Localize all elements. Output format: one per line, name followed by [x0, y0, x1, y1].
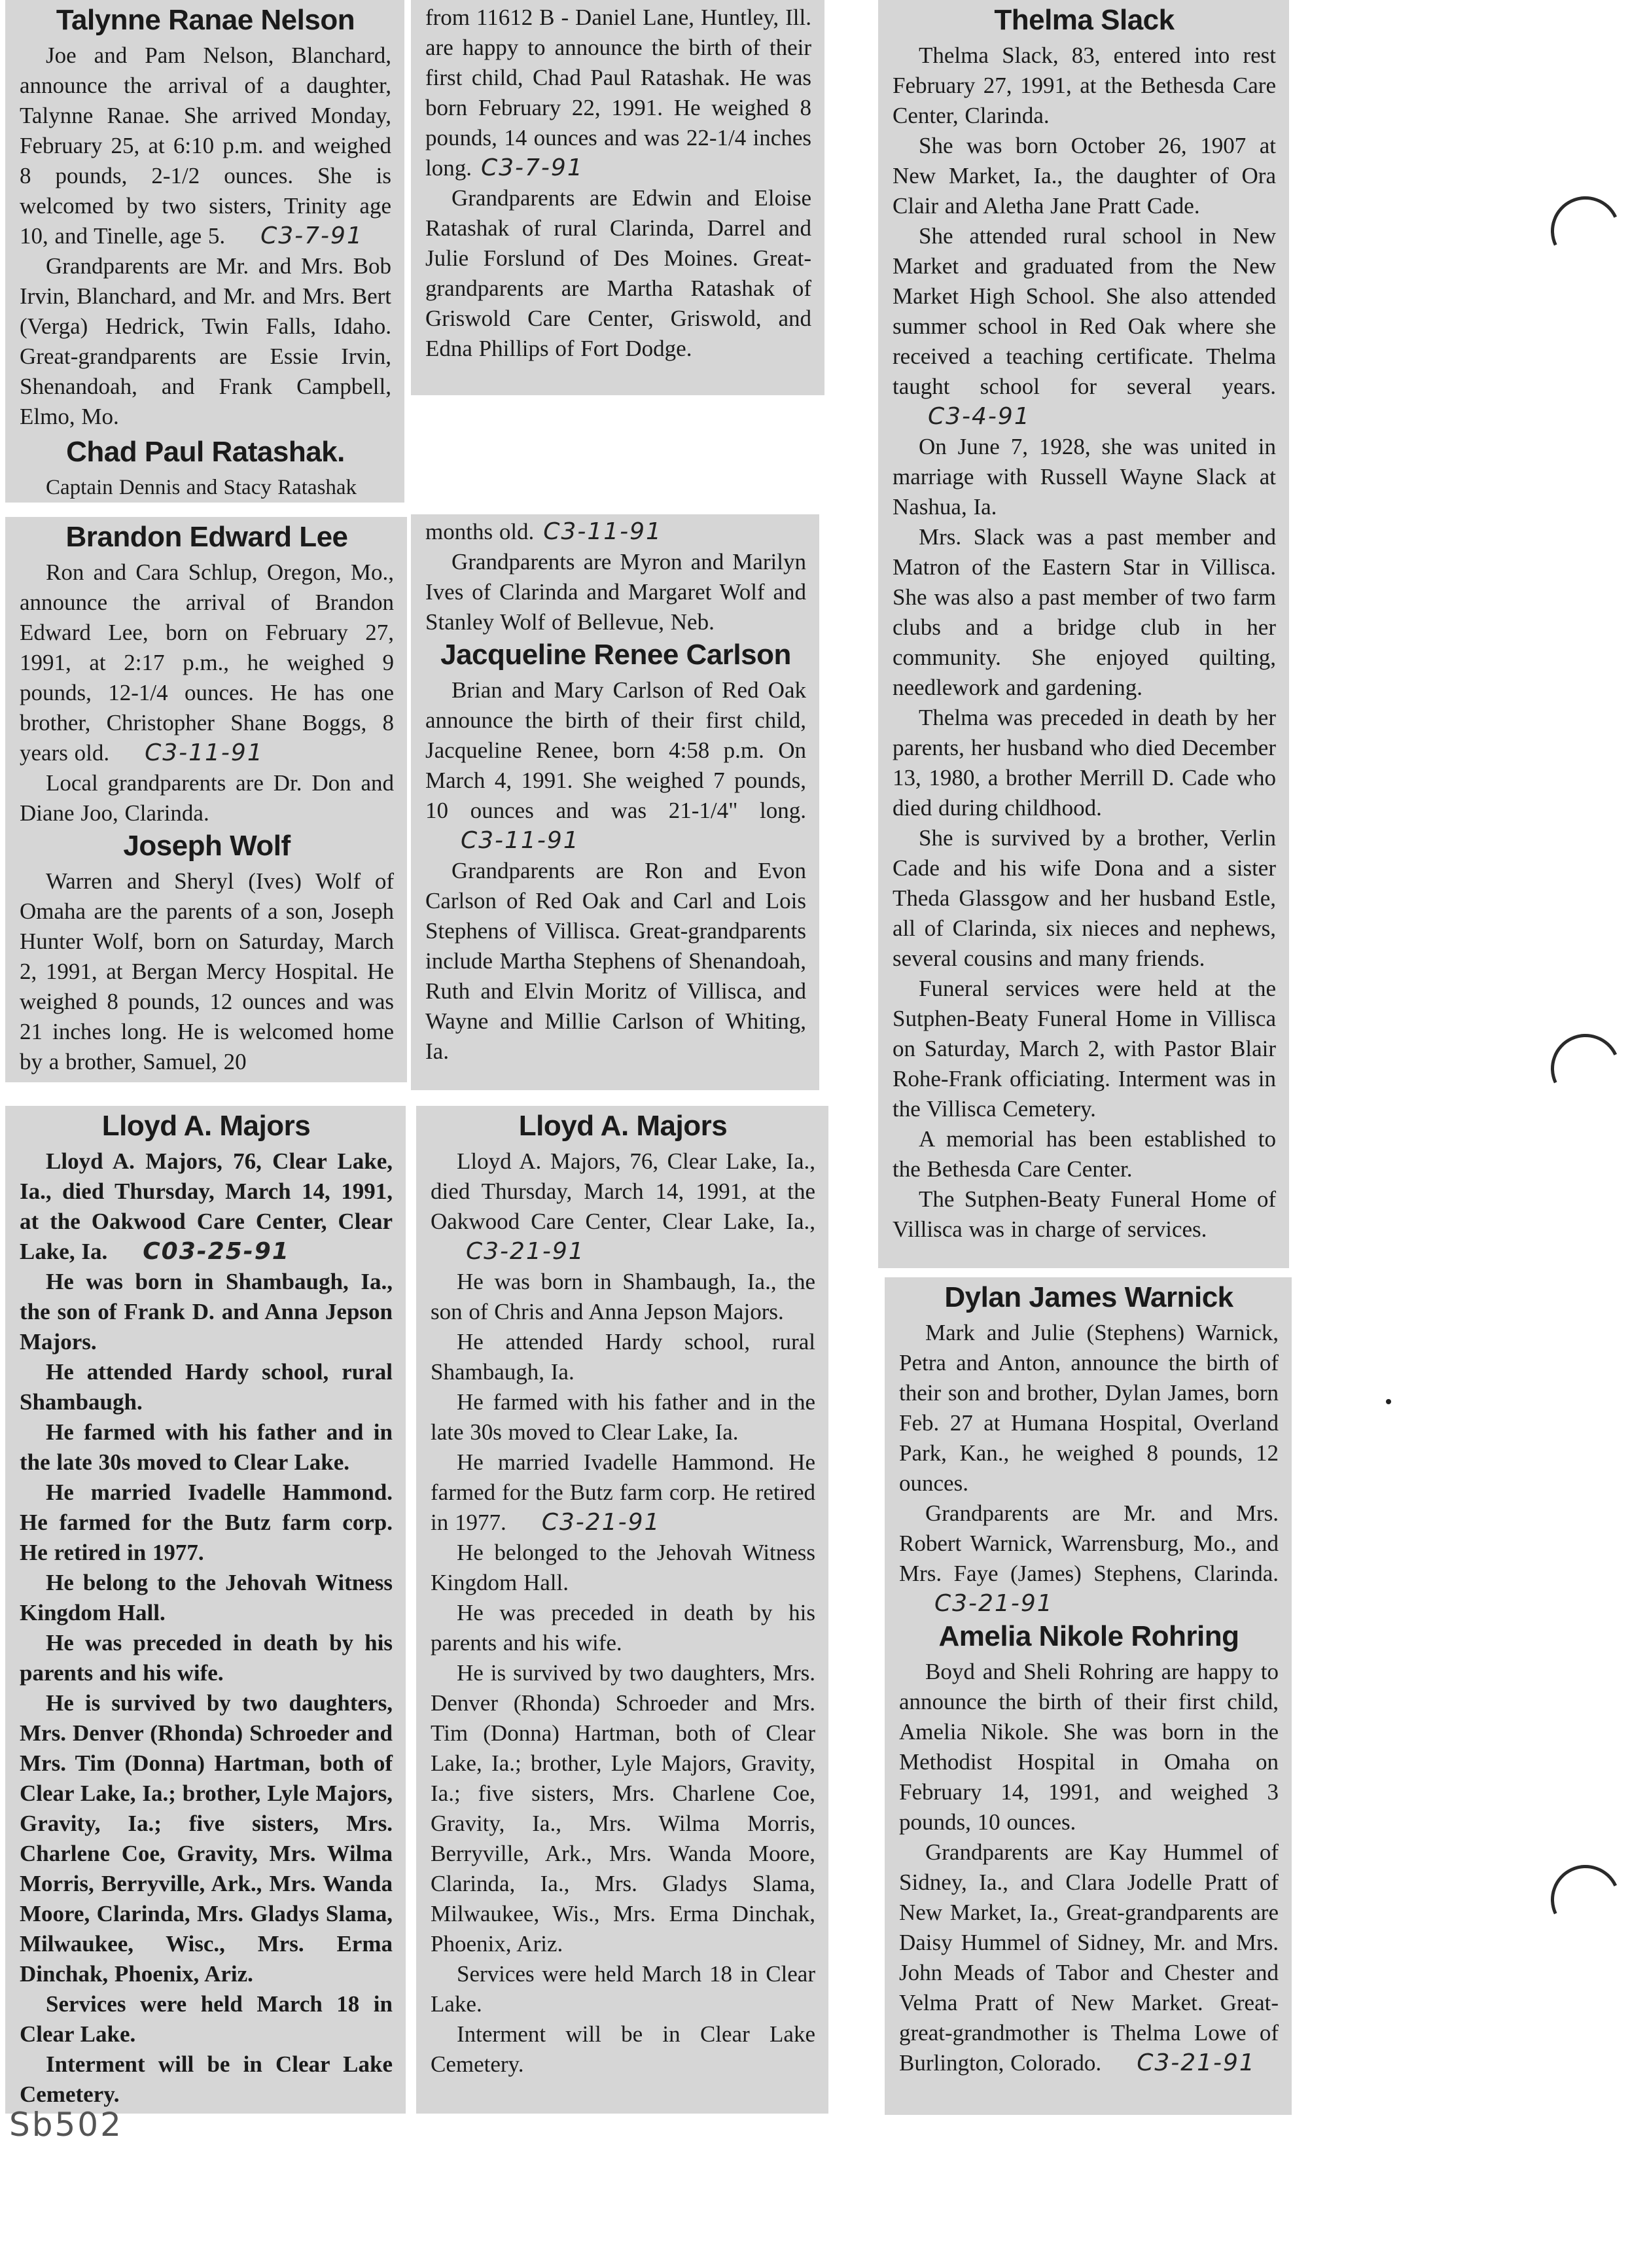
clipping-talynne-nelson [5, 0, 404, 503]
paragraph: He belonged to the Jehovah Witness Kingdom Hall. [431, 1540, 815, 1595]
paragraph: He attended Hardy school, rural Shambaugh, Ia. [431, 1329, 815, 1385]
clipping-lloyd-majors-1 [5, 1106, 406, 2114]
heading: Brandon Edward Lee [65, 521, 348, 553]
paragraph: Brian and Mary Carlson of Red Oak announce the birth of their first child, Jacqueline Renee, born 4:58 p.m. On March 4, 1991. She weighed 7 pounds, 10 ounces and was 21-1/4" long.C3-11-91 [425, 675, 806, 856]
paragraph: Thelma Slack, 83, entered into rest February 27, 1991, at the Bethesda Care Center, Clarinda. [893, 43, 1276, 128]
paragraph: Grandparents are Mr. and Mrs. Robert Warnick, Warrensburg, Mo., and Mrs. Faye (James) Stephens, Clarinda.C3-21-91 [899, 1498, 1279, 1619]
clipping-jacqueline-carlson [411, 514, 819, 1090]
paragraph: Warren and Sheryl (Ives) Wolf of Omaha are the parents of a son, Joseph Hunter Wolf, born on Saturday, March 2, 1991, at Bergan Mercy Hospital. He weighed 8 pounds, 12 ounces and was 21 inches long. He is welcomed home by a brother, Samuel, 20 [20, 868, 394, 1074]
paragraph: He is survived by two daughters, Mrs. Denver (Rhonda) Schroeder and Mrs. Tim (Donna) Hartman, both of Clear Lake, Ia.; brother, Lyle Majors, Gravity, Ia.; five sisters, Mrs. Charlene Coe, Gravity, Mrs. Wilma Morris, Berryville, Ark., Mrs. Wanda Moore, Clarinda, Mrs. Gladys Slama, Milwaukee, Wisc., Mrs. Erma Dinchak, Phoenix, Ariz. [20, 1690, 393, 1987]
handwritten-date: C3-21-91 [1137, 2049, 1256, 2076]
paragraph: A memorial has been established to the Bethesda Care Center. [893, 1126, 1276, 1182]
paragraph: Local grandparents are Dr. Don and Diane Joo, Clarinda. [20, 770, 394, 826]
binder-hole-middle [1541, 1024, 1630, 1113]
handwritten-date: C3-11-91 [145, 739, 264, 766]
paragraph: Grandparents are Edwin and Eloise Ratashak of rural Clarinda, Darrel and Julie Forslund of Des Moines. Great-grandparents are Martha Ratashak of Griswold Care Center, Griswold, and Edna Phillips of Fort Dodge. [425, 185, 811, 361]
paragraph: He was born in Shambaugh, Ia., the son of Frank D. and Anna Jepson Majors. [20, 1269, 393, 1355]
paragraph: Services were held March 18 in Clear Lake. [431, 1961, 815, 2017]
paragraph: He belong to the Jehovah Witness Kingdom Hall. [20, 1570, 393, 1625]
paragraph: Interment will be in Clear Lake Cemetery. [20, 2051, 393, 2107]
paragraph: Grandparents are Mr. and Mrs. Bob Irvin, Blanchard, and Mr. and Mrs. Bert (Verga) Hedrick, Twin Falls, Idaho. Great-grandparents are Essie Irvin, Shenandoah, and Frank Campbell, Elmo, Mo. [20, 253, 391, 429]
paragraph: She is survived by a brother, Verlin Cade and his wife Dona and a sister Theda Glassgow and her husband Estle, all of Clarinda, six nieces and nephews, several cousins and many friends. [893, 825, 1276, 971]
handwritten-date: C03-25-91 [143, 1238, 290, 1265]
handwritten-date: C3-11-91 [461, 827, 580, 854]
paragraph: months old. C3-11-91 [425, 517, 806, 547]
paragraph: He farmed with his father and in the late 30s moved to Clear Lake. [20, 1419, 393, 1475]
paragraph: Lloyd A. Majors, 76, Clear Lake, Ia., died Thursday, March 14, 1991, at the Oakwood Care Center, Clear Lake, Ia. C03-25-91 [20, 1146, 393, 1267]
heading: Lloyd A. Majors [518, 1110, 728, 1142]
paragraph: He was preceded in death by his parents and his wife. [431, 1600, 815, 1656]
heading: Dylan James Warnick [944, 1281, 1233, 1313]
page-code: Sb502 [9, 2106, 123, 2144]
paragraph: She was born October 26, 1907 at New Market, Ia., the daughter of Ora Clair and Aletha Jane Pratt Cade. [893, 133, 1276, 219]
handwritten-date: C3-21-91 [934, 1590, 1054, 1617]
paragraph: He married Ivadelle Hammond. He farmed for the Butz farm corp. He retired in 1977. C3-21-91 [431, 1447, 815, 1538]
speck [1386, 1399, 1391, 1404]
paragraph: Grandparents are Kay Hummel of Sidney, Ia., and Clara Jodelle Pratt of New Market, Ia., Great-grandparents are Daisy Hummel of Sidney, Mr. and Mrs. John Meads of Tabor and Chester and Velma Pratt of New Market. Great-great-grandmother is Thelma Lowe of Burlington, Colorado. C3-21-91 [899, 1837, 1279, 2078]
clipping-dylan-warnick-amelia-rohring [885, 1277, 1292, 2115]
clipping-lloyd-majors-2 [416, 1106, 828, 2114]
paragraph: from 11612 B - Daniel Lane, Huntley, Ill. are happy to announce the birth of their first child, Chad Paul Ratashak. He was born February 22, 1991. He weighed 8 pounds, 14 ounces and was 22-1/4 inches long. C3-7-91 [425, 3, 811, 183]
paragraph: He was preceded in death by his parents and his wife. [20, 1630, 393, 1686]
heading: Lloyd A. Majors [101, 1110, 311, 1142]
paragraph: Lloyd A. Majors, 76, Clear Lake, Ia., died Thursday, March 14, 1991, at the Oakwood Care Center, Clear Lake, Ia.,C3-21-91 [431, 1146, 815, 1267]
heading: Jacqueline Renee Carlson [440, 639, 791, 671]
heading: Chad Paul Ratashak. [66, 436, 345, 468]
binder-hole-top [1541, 186, 1630, 275]
heading: Joseph Wolf [123, 830, 291, 862]
paragraph: Interment will be in Clear Lake Cemetery. [431, 2021, 815, 2077]
paragraph: Thelma was preceded in death by her parents, her husband who died December 13, 1980, a brother Merrill D. Cade who died during childhood. [893, 705, 1276, 821]
handwritten-date: C3-7-91 [260, 222, 363, 249]
handwritten-date: C3-21-91 [541, 1509, 661, 1536]
paragraph: Grandparents are Myron and Marilyn Ives of Clarinda and Margaret Wolf and Stanley Wolf of Bellevue, Neb. [425, 549, 806, 635]
paragraph: He married Ivadelle Hammond. He farmed for the Butz farm corp. He retired in 1977. [20, 1480, 393, 1565]
paragraph: He farmed with his father and in the late 30s moved to Clear Lake, Ia. [431, 1389, 815, 1445]
heading: Amelia Nikole Rohring [938, 1620, 1239, 1652]
binder-hole-bottom [1541, 1855, 1630, 1944]
handwritten-date: C3-11-91 [543, 518, 662, 545]
paragraph: Captain Dennis and Stacy Ratashak [46, 476, 357, 499]
paragraph: She attended rural school in New Market and graduated from the New Market High School. She also attended summer school in Red Oak where she received a teaching certificate. Thelma taught school for several years.C3-4-91 [893, 221, 1276, 432]
paragraph: Boyd and Sheli Rohring are happy to announce the birth of their first child, Amelia Nikole. She was born in the Methodist Hospital in Omaha on February 14, 1991, and weighed 3 pounds, 10 ounces. [899, 1659, 1279, 1835]
paragraph: Mrs. Slack was a past member and Matron of the Eastern Star in Villisca. She was also a past member of two farm clubs and a bridge club in her community. She enjoyed quilting, needlework and gardening. [893, 524, 1276, 700]
paragraph: He attended Hardy school, rural Shambaugh. [20, 1359, 393, 1415]
paragraph: Joe and Pam Nelson, Blanchard, announce the arrival of a daughter, Talynne Ranae. She arrived Monday, February 25, at 6:10 p.m. and weighed 8 pounds, 2-1/2 ounces. She is welcomed by two sisters, Trinity age 10, and Tinelle, age 5. C3-7-91 [20, 41, 391, 251]
paragraph: Grandparents are Ron and Evon Carlson of Red Oak and Carl and Lois Stephens of Villisca. Great-grandparents include Martha Stephens of Shenandoah, Ruth and Elvin Moritz of Villisca, and Wayne and Millie Carlson of Whiting, Ia. [425, 858, 806, 1064]
heading: Thelma Slack [994, 4, 1175, 36]
clipping-brandon-lee-joseph-wolf [5, 517, 407, 1082]
paragraph: Mark and Julie (Stephens) Warnick, Petra and Anton, announce the birth of their son and brother, Dylan James, born Feb. 27 at Humana Hospital, Overland Park, Kan., he weighed 8 pounds, 12 ounces. [899, 1320, 1279, 1496]
handwritten-date: C3-7-91 [480, 154, 584, 181]
paragraph: Services were held March 18 in Clear Lake. [20, 1991, 393, 2047]
clipping-thelma-slack [878, 0, 1289, 1268]
handwritten-date: C3-21-91 [466, 1238, 585, 1265]
paragraph: Ron and Cara Schlup, Oregon, Mo., announce the arrival of Brandon Edward Lee, born on February 27, 1991, at 2:17 p.m., he weighed 9 pounds, 12-1/4 ounces. He has one brother, Christopher Shane Boggs, 8 years old. C3-11-91 [20, 558, 394, 768]
paragraph: He is survived by two daughters, Mrs. Denver (Rhonda) Schroeder and Mrs. Tim (Donna) Hartman, both of Clear Lake, Ia.; brother, Lyle Majors, Gravity, Ia.; five sisters, Mrs. Charlene Coe, Gravity, Ia., Mrs. Wilma Morris, Berryville, Ark., Mrs. Wanda Moore, Clarinda, Ia., Mrs. Gladys Slama, Milwaukee, Wis., Mrs. Erma Dinchak, Phoenix, Ariz. [431, 1660, 815, 1957]
paragraph: On June 7, 1928, she was united in marriage with Russell Wayne Slack at Nashua, Ia. [893, 434, 1276, 520]
paragraph: He was born in Shambaugh, Ia., the son of Chris and Anna Jepson Majors. [431, 1269, 815, 1324]
paragraph: Funeral services were held at the Sutphen-Beaty Funeral Home in Villisca on Saturday, March 2, with Pastor Blair Rohe-Frank officiating. Interment was in the Villisca Cemetery. [893, 976, 1276, 1122]
heading: Talynne Ranae Nelson [56, 4, 355, 36]
clipping-chad-ratashak [411, 0, 824, 395]
handwritten-date: C3-4-91 [928, 403, 1031, 430]
paragraph: The Sutphen-Beaty Funeral Home of Villisca was in charge of services. [893, 1186, 1276, 1242]
